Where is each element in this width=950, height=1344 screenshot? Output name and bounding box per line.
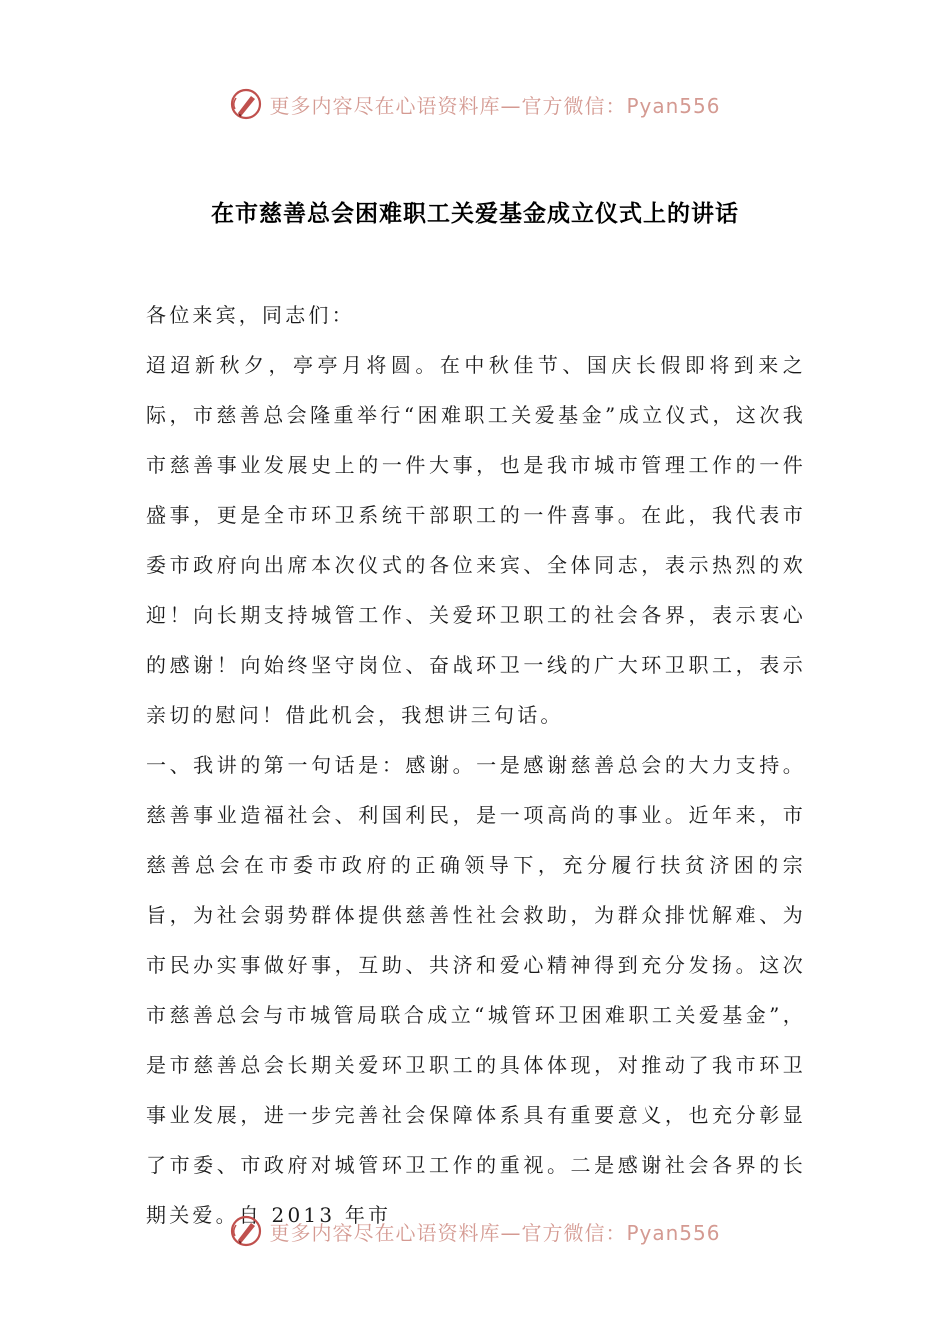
- pen-circle-icon: [229, 87, 263, 121]
- header-banner: [0, 84, 950, 124]
- paragraph-opening: 迢迢新秋夕，亭亭月将圆。在中秋佳节、国庆长假即将到来之际，市慈善总会隆重举行“困难职工关爱基金”成立仪式，这次我市慈善事业发展史上的一件大事，也是我市城市管理工作的一件盛事，更是全市环卫系统干部职工的一件喜事。在此，我代表市委市政府向出席本次仪式的各位来宾、全体同志，表示热烈的欢迎！向长期支持城管工作、关爱环卫职工的社会各界，表示衷心的感谢！向始终坚守岗位、奋战环卫一线的广大环卫职工，表示亲切的慰问！借此机会，我想讲三句话。: [146, 353, 806, 727]
- document-body: [146, 290, 806, 1240]
- paragraph-section-one: 一、我讲的第一句话是：感谢。一是感谢慈善总会的大力支持。慈善事业造福社会、利国利民，是一项高尚的事业。近年来，市慈善总会在市委市政府的正确领导下，充分履行扶贫济困的宗旨，为社会弱势群体提供慈善性社会救助，为群众排忧解难、为市民办实事做好事，互助、共济和爱心精神得到充分发扬。这次市慈善总会与市城管局联合成立“城管环卫困难职工关爱基金”，是市慈善总会长期关爱环卫职工的具体体现，对推动了我市环卫事业发展，进一步完善社会保障体系具有重要意义，也充分彰显了市委、市政府对城管环卫工作的重视。二是感谢社会各界的长期关爱。自 2013 年市: [146, 753, 806, 1227]
- header-banner-text: 更多内容尽在心语资料库—官方微信：Pyan556: [269, 93, 721, 118]
- footer-banner: [0, 1211, 950, 1251]
- footer-banner-text: 更多内容尽在心语资料库—官方微信：Pyan556: [269, 1220, 721, 1245]
- pen-circle-icon: [229, 1214, 263, 1248]
- document-title: 在市慈善总会困难职工关爱基金成立仪式上的讲话: [211, 201, 739, 228]
- paragraph-salutation: 各位来宾，同志们：: [146, 303, 355, 327]
